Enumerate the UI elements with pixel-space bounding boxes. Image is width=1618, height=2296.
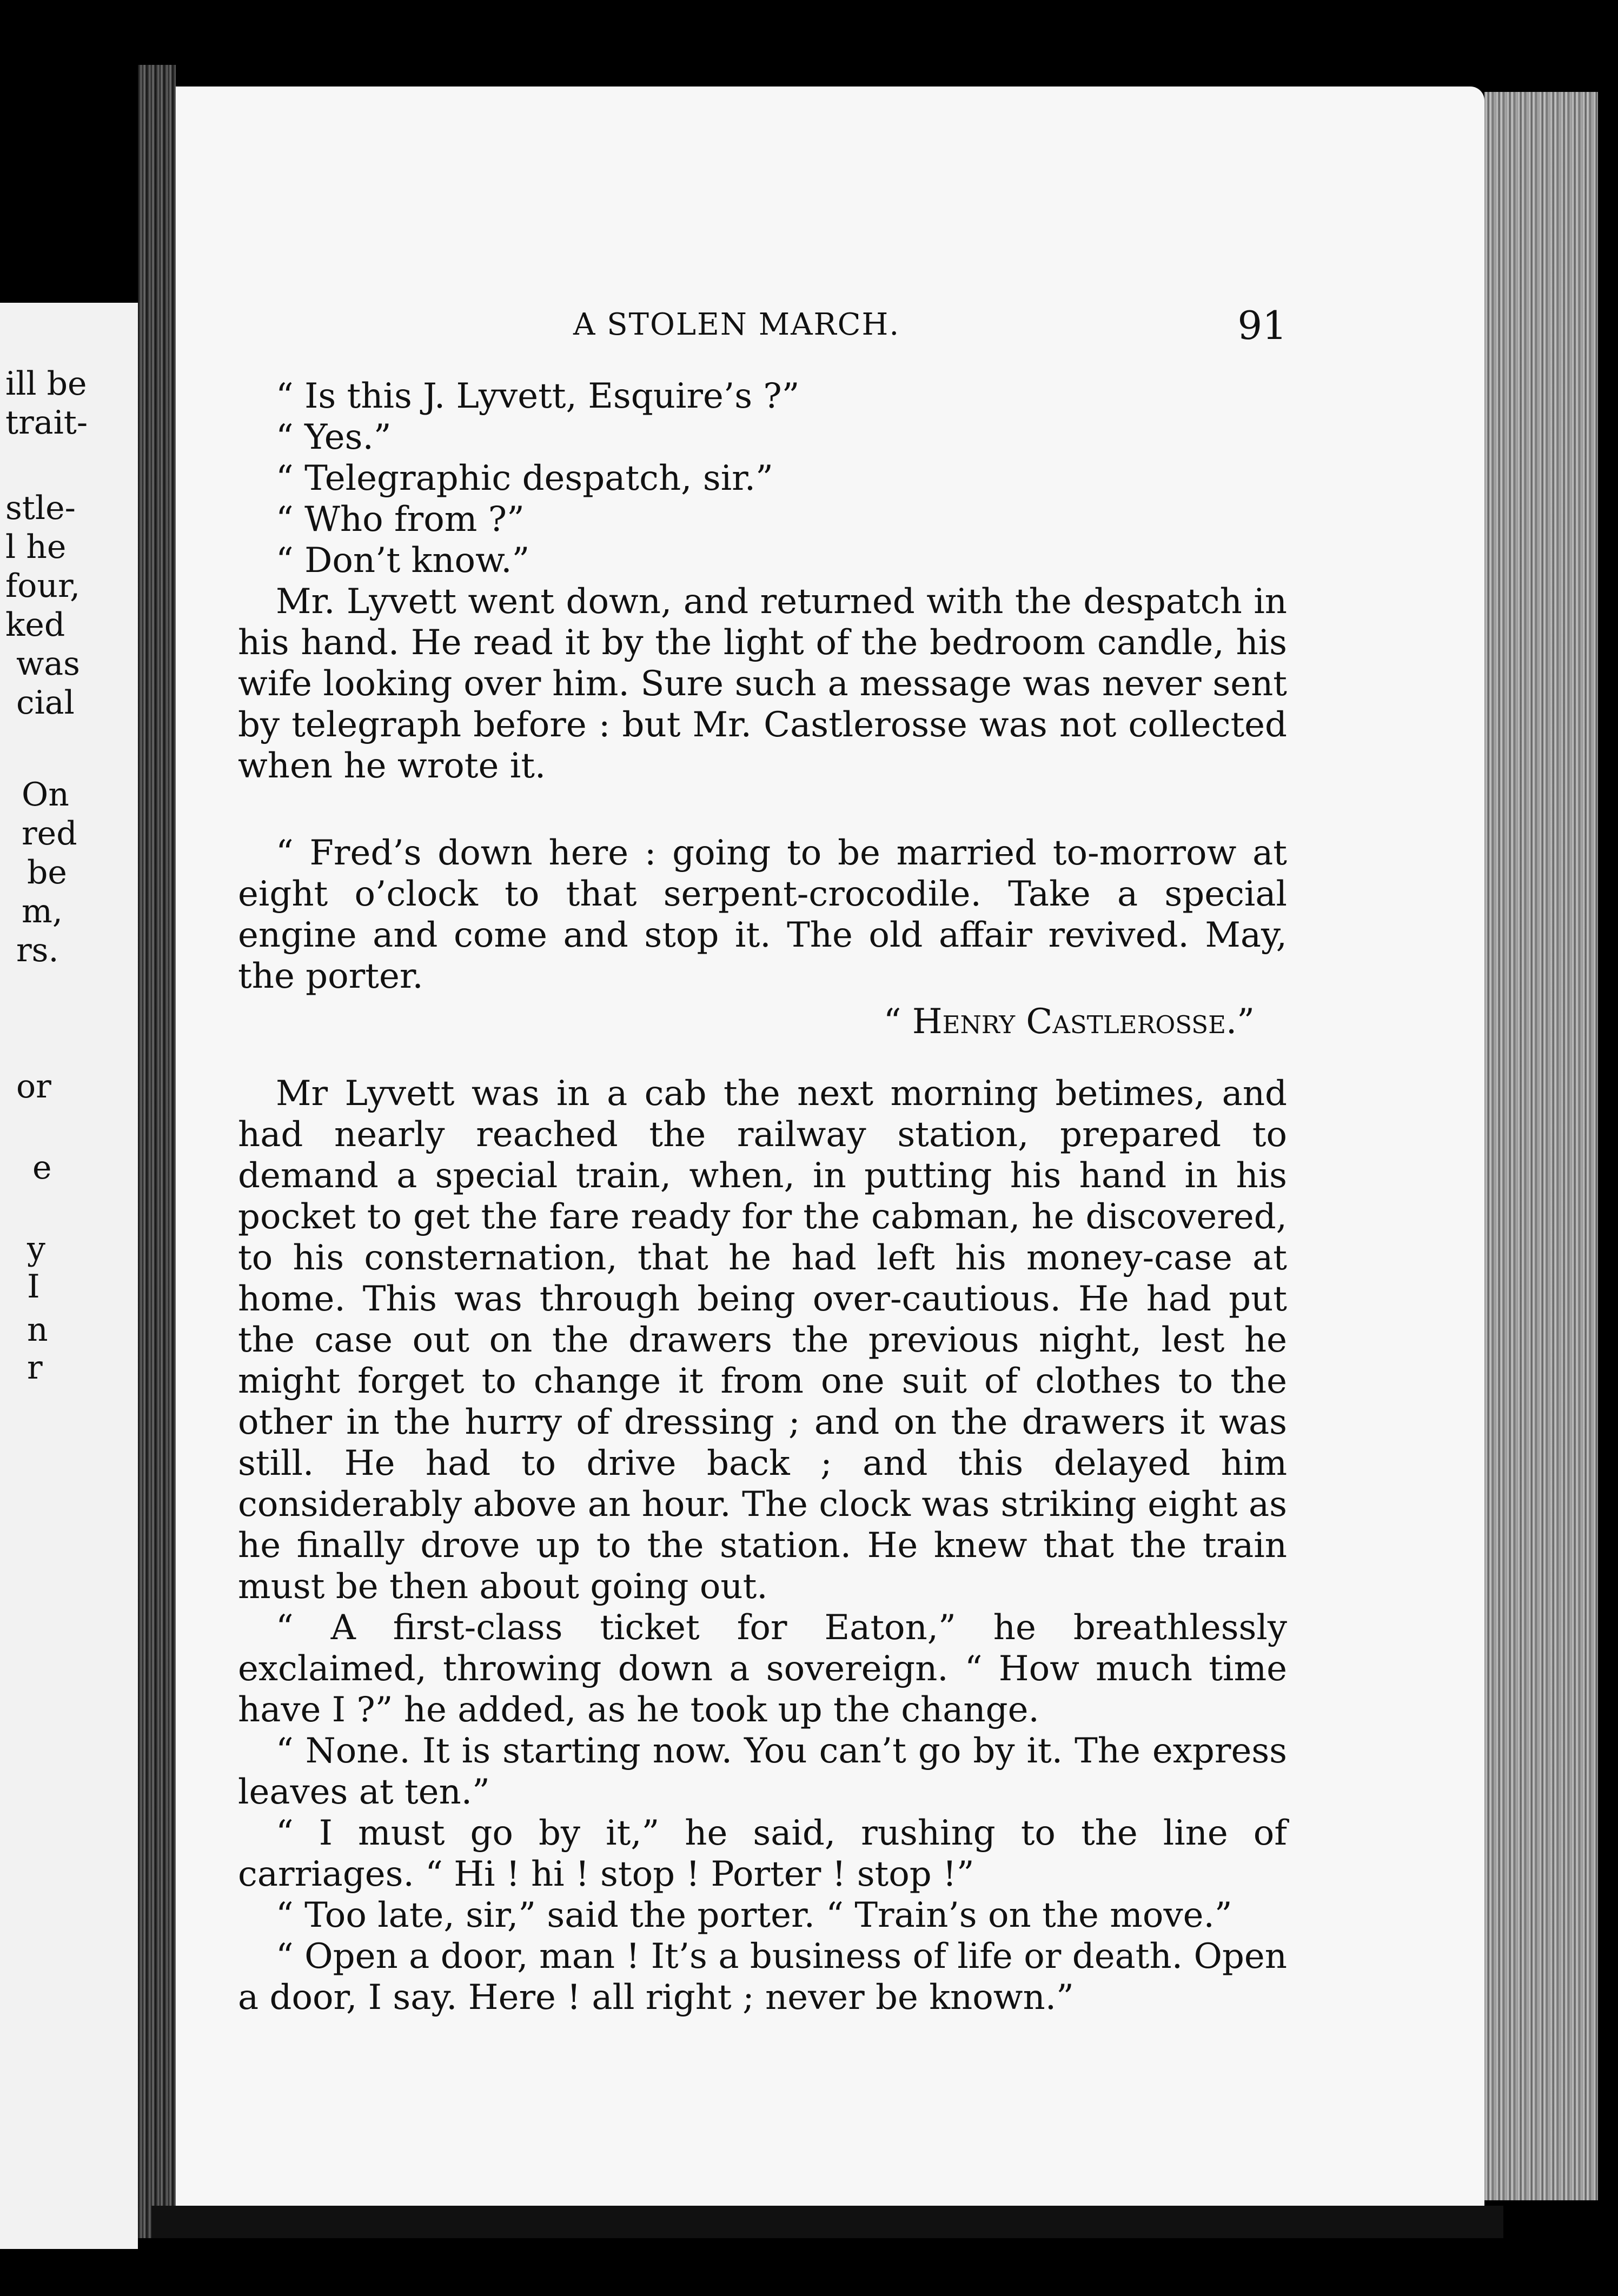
left-fragment: I <box>27 1268 40 1306</box>
left-fragment: or <box>16 1068 51 1106</box>
paragraph: “ Too late, sir,” said the porter. “ Train’s on the move.” <box>276 1895 1232 1935</box>
left-fragment: ill be <box>5 365 87 403</box>
dialogue-line: “ Yes.” <box>276 417 392 457</box>
dialogue-line: “ Telegraphic despatch, sir.” <box>276 458 773 498</box>
left-fragment: ked <box>5 606 65 644</box>
paragraph: “ None. It is starting now. You can’t go by it. The express leaves at ten.” <box>238 1731 1287 1812</box>
telegram-signature: “ Henry Castlerosse.” <box>883 1002 1255 1042</box>
left-fragment: trait- <box>5 404 88 442</box>
left-fragment: l he <box>5 528 67 566</box>
page-stack-edge <box>1484 92 1598 2200</box>
left-fragment: n <box>27 1311 48 1349</box>
telegram-block <box>238 833 1287 1042</box>
left-fragment: four, <box>5 567 81 605</box>
dialogue-line: “ Don’t know.” <box>276 541 530 581</box>
book-gutter <box>138 65 176 2238</box>
paragraph: Mr Lyvett was in a cab the next morning betimes, and had nearly reached the railway station, prepared to demand a special train, when, in putting his hand in his pocket to get the fare ready for the cabman, he discovered, to his consternation, that he had left his money-case at home. This was through being over-cautious. He had put the case out on the drawers the previous night, lest he might forget to change it from one suit of clothes to the other in the hurry of dressing ; and on the drawers it was still. He had to drive back ; and this delayed him considerably above an hour. The clock was striking eight as he finally drove up to the station. He knew that the train must be then about going out. <box>238 1074 1287 1607</box>
left-fragment: e <box>32 1149 52 1187</box>
paragraph: “ Open a door, man ! It’s a business of life or death. Open a door, I say. Here ! all right ; never be known.” <box>238 1936 1287 2018</box>
page-header <box>238 303 1287 351</box>
text-block-opening <box>238 376 1287 787</box>
text-block-main <box>238 1073 1287 2018</box>
left-fragment: m, <box>22 893 63 930</box>
page-number: 91 <box>1237 303 1287 348</box>
left-fragment: was <box>16 645 80 683</box>
dialogue-line: “ Is this J. Lyvett, Esquire’s ?” <box>276 376 800 416</box>
left-fragment: rs. <box>16 931 59 969</box>
left-fragment: r <box>27 1349 43 1387</box>
paragraph: “ A first-class ticket for Eaton,” he breathlessly exclaimed, throwing down a sovereign. “ How much time have I ?” he added, as he took up the change. <box>238 1608 1287 1730</box>
bottom-shadow <box>151 2206 1503 2238</box>
telegram-text: “ Fred’s down here : going to be married to-morrow at eight o’clock to that serpent-crocodile. Take a special engine and come and stop it. The old affair revived. May, the porter. <box>238 833 1287 996</box>
left-fragment: cial <box>16 684 75 722</box>
left-fragment: y <box>27 1230 45 1268</box>
paragraph: Mr. Lyvett went down, and returned with the despatch in his hand. He read it by the light of the bedroom candle, his wife looking over him. Sure such a message was never sent by telegraph before : but Mr. Castlerosse was not collected when he wrote it. <box>238 582 1287 786</box>
running-title: A STOLEN MARCH. <box>573 307 900 342</box>
left-fragment: red <box>22 815 77 853</box>
left-fragment: be <box>27 854 67 891</box>
left-fragment: On <box>22 776 69 814</box>
left-page-fragments <box>0 0 138 2296</box>
left-fragment: stle- <box>5 489 76 527</box>
dialogue-line: “ Who from ?” <box>276 500 525 540</box>
paragraph: “ I must go by it,” he said, rushing to the line of carriages. “ Hi ! hi ! stop ! Porter ! stop !” <box>238 1813 1287 1894</box>
